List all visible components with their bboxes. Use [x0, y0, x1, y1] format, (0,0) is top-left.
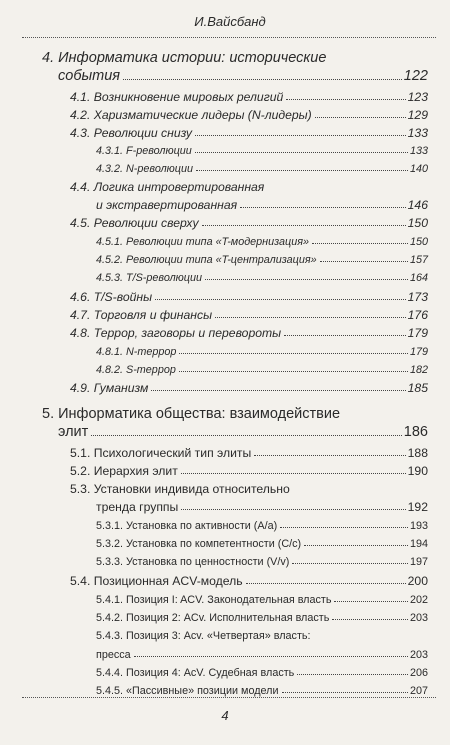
toc-section-4-3[interactable]	[70, 126, 428, 140]
toc-section-5-3[interactable]	[96, 500, 428, 514]
toc-entry-title: 4.6. T/S-войны	[70, 290, 153, 304]
toc-chapter-5[interactable]	[58, 424, 428, 440]
dot-leader	[297, 674, 408, 675]
toc-subsection-4-3-2[interactable]	[96, 163, 428, 175]
toc-chapter-5-title-line1: 5. Информатика общества: взаимодействие	[42, 406, 341, 422]
toc-entry-title: 5.3.1. Установка по активности (A/a)	[96, 520, 278, 532]
toc-entry-page: 188	[407, 446, 428, 460]
toc-entry-page: 179	[409, 346, 428, 358]
toc-subsection-4-5-2[interactable]	[96, 254, 428, 266]
toc-entry-title: тренда группы	[96, 500, 179, 514]
toc-entry-title: 4.3. Революции снизу	[70, 126, 192, 140]
dot-leader	[284, 335, 406, 336]
dot-leader	[205, 279, 408, 280]
toc-entry-page: 197	[409, 556, 428, 568]
toc-entry-title: 4.7. Торговля и финансы	[70, 308, 213, 322]
dot-leader	[91, 435, 402, 436]
toc-section-5-2[interactable]	[70, 464, 428, 478]
toc-section-4-4-title-line1: 4.4. Логика интровертированная	[70, 180, 265, 194]
dot-leader	[195, 135, 406, 136]
toc-entry-page: 150	[407, 216, 428, 230]
toc-entry-title: 4.5.3. T/S-революции	[96, 272, 202, 284]
toc-entry-title: элит	[58, 424, 89, 440]
toc-entry-page: 193	[409, 520, 428, 532]
toc-chapter-4-title-line1: 4. Информатика истории: исторические	[42, 50, 327, 66]
toc-entry-page: 157	[409, 254, 428, 266]
toc-subsection-5-4-2[interactable]	[96, 612, 428, 624]
toc-entry-title: 5.4.4. Позиция 4: AcV. Судебная власть	[96, 667, 295, 679]
toc-section-5-3-title-line1: 5.3. Установки индивида относительно	[70, 482, 290, 496]
toc-entry-page: 190	[407, 464, 428, 478]
toc-entry-page: 186	[403, 424, 428, 440]
toc-entry-title: 5.4.1. Позиция I: ACV. Законодательная власть	[96, 594, 332, 606]
toc-entry-title: 5.1. Психологический тип элиты	[70, 446, 252, 460]
toc-entry-title: 5.4.2. Позиция 2: ACv. Исполнительная власть	[96, 612, 330, 624]
toc-section-4-4[interactable]	[96, 198, 428, 212]
toc-section-4-2[interactable]	[70, 108, 428, 122]
dot-leader	[181, 509, 405, 510]
toc-subsection-5-4-3[interactable]	[96, 649, 428, 661]
toc-subsection-5-4-3-title-line1: 5.4.3. Позиция 3: Acv. «Четвертая» власть:	[96, 630, 311, 642]
toc-entry-title: события	[58, 68, 121, 84]
dot-leader	[315, 117, 406, 118]
dot-leader	[134, 656, 408, 657]
toc-subsection-4-8-2[interactable]	[96, 364, 428, 376]
toc-section-4-5[interactable]	[70, 216, 428, 230]
toc-entry-page: 150	[409, 236, 428, 248]
toc-entry-page: 173	[407, 290, 428, 304]
toc-entry-page: 185	[407, 381, 428, 395]
toc-entry-title: 4.5. Революции сверху	[70, 216, 199, 230]
toc-section-4-9[interactable]	[70, 381, 428, 395]
toc-entry-page: 129	[407, 108, 428, 122]
toc-entry-page: 203	[409, 649, 428, 661]
toc-section-4-7[interactable]	[70, 308, 428, 322]
dot-leader	[304, 545, 408, 546]
dot-leader	[292, 563, 408, 564]
toc-subsection-5-3-1[interactable]	[96, 520, 428, 532]
dot-leader	[123, 79, 402, 80]
dot-leader	[312, 243, 408, 244]
toc-chapter-4[interactable]	[58, 68, 428, 84]
toc-entry-page: 179	[407, 326, 428, 340]
toc-entry-page: 122	[403, 68, 428, 84]
toc-subsection-4-3-1[interactable]	[96, 145, 428, 157]
page-number: 4	[221, 708, 229, 723]
dot-leader	[334, 601, 408, 602]
toc-entry-page: 133	[409, 145, 428, 157]
toc-entry-title: 5.3.2. Установка по компетентности (C/c)	[96, 538, 302, 550]
toc-entry-page: 192	[407, 500, 428, 514]
toc-entry-title: 4.3.2. N-революции	[96, 163, 193, 175]
header-rule	[22, 37, 436, 38]
toc-section-4-8[interactable]	[70, 326, 428, 340]
dot-leader	[202, 225, 406, 226]
toc-entry-page: 202	[409, 594, 428, 606]
toc-entry-title: 4.2. Харизматические лидеры (N-лидеры)	[70, 108, 312, 122]
toc-entry-page: 123	[407, 90, 428, 104]
toc-subsection-5-4-1[interactable]	[96, 594, 428, 606]
toc-entry-page: 203	[409, 612, 428, 624]
dot-leader	[332, 619, 408, 620]
toc-entry-title: 4.8.1. N-террор	[96, 346, 177, 358]
toc-section-4-6[interactable]	[70, 290, 428, 304]
dot-leader	[215, 317, 406, 318]
toc-subsection-5-3-3[interactable]	[96, 556, 428, 568]
toc-subsection-4-8-1[interactable]	[96, 346, 428, 358]
toc-subsection-4-5-3[interactable]	[96, 272, 428, 284]
dot-leader	[151, 390, 405, 391]
toc-entry-title: и экстравертированная	[96, 198, 238, 212]
dot-leader	[320, 261, 408, 262]
dot-leader	[155, 299, 406, 300]
toc-subsection-4-5-1[interactable]	[96, 236, 428, 248]
toc-entry-title: 5.3.3. Установка по ценностности (V/v)	[96, 556, 290, 568]
dot-leader	[246, 583, 406, 584]
dot-leader	[196, 170, 408, 171]
running-header-author: И.Вайсбанд	[194, 14, 266, 29]
toc-entry-title: 5.4. Позиционная ACV-модель	[70, 574, 243, 588]
toc-entry-page: 133	[407, 126, 428, 140]
dot-leader	[280, 527, 408, 528]
toc-section-5-1[interactable]	[70, 446, 428, 460]
dot-leader	[195, 152, 408, 153]
toc-entry-page: 206	[409, 667, 428, 679]
dot-leader	[240, 207, 406, 208]
toc-entry-title: пресса	[96, 649, 131, 661]
dot-leader	[181, 473, 406, 474]
toc-entry-page: 194	[409, 538, 428, 550]
toc-entry-page: 164	[409, 272, 428, 284]
toc-entry-title: 4.1. Возникновение мировых религий	[70, 90, 284, 104]
dot-leader	[179, 371, 408, 372]
toc-entry-page: 207	[409, 685, 428, 697]
toc-entry-page: 182	[409, 364, 428, 376]
toc-entry-page: 200	[407, 574, 428, 588]
toc-entry-title: 4.3.1. F-революции	[96, 145, 192, 157]
toc-subsection-5-4-4[interactable]	[96, 667, 428, 679]
footer-rule	[22, 697, 436, 698]
toc-entry-page: 146	[407, 198, 428, 212]
toc-entry-title: 5.2. Иерархия элит	[70, 464, 178, 478]
toc-entry-page: 140	[409, 163, 428, 175]
dot-leader	[286, 99, 405, 100]
toc-entry-page: 176	[407, 308, 428, 322]
toc-section-5-4[interactable]	[70, 574, 428, 588]
toc-entry-title: 4.5.1. Революции типа «T-модернизация»	[96, 236, 309, 248]
toc-entry-title: 5.4.5. «Пассивные» позиции модели	[96, 685, 279, 697]
dot-leader	[282, 692, 408, 693]
dot-leader	[254, 455, 405, 456]
dot-leader	[179, 353, 408, 354]
toc-subsection-5-3-2[interactable]	[96, 538, 428, 550]
toc-entry-title: 4.8. Террор, заговоры и перевороты	[70, 326, 282, 340]
toc-section-4-1[interactable]	[70, 90, 428, 104]
toc-subsection-5-4-5[interactable]	[96, 685, 428, 697]
toc-entry-title: 4.8.2. S-террор	[96, 364, 176, 376]
toc-entry-title: 4.5.2. Революции типа «T-централизация»	[96, 254, 317, 266]
toc-entry-title: 4.9. Гуманизм	[70, 381, 149, 395]
